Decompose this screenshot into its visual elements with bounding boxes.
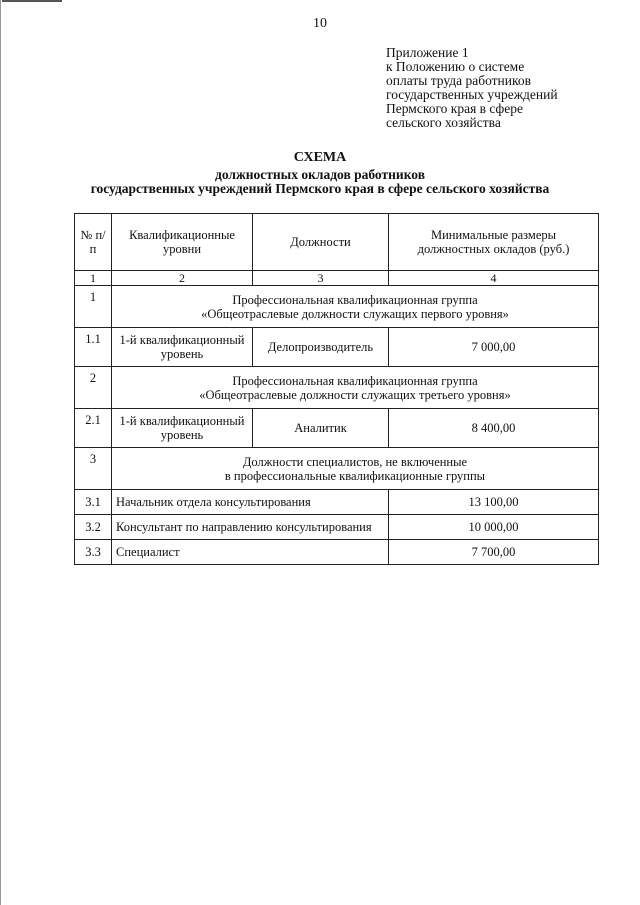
annex-line: Приложение 1 — [386, 45, 469, 60]
row-position: Аналитик — [253, 409, 389, 448]
column-number: 3 — [253, 271, 389, 286]
group-number: 1 — [75, 286, 112, 328]
group-title — [112, 286, 599, 328]
row-level: 1-й квалификационный уровень — [112, 409, 253, 448]
document-subtitle — [0, 168, 640, 196]
subtitle-line: государственных учреждений Пермского края в сфере сельского хозяйства — [90, 181, 550, 196]
group-title-line: Должности специалистов, не включенные — [242, 454, 468, 469]
row-position: Консультант по направлению консультирования — [112, 515, 389, 540]
group-number: 3 — [75, 448, 112, 490]
table-header-row — [75, 214, 599, 271]
row-position: Начальник отдела консультирования — [112, 490, 389, 515]
row-number: 3.1 — [75, 490, 112, 515]
group-row — [75, 367, 599, 409]
row-level: 1-й квалификационный уровень — [112, 328, 253, 367]
scan-margin-line — [0, 0, 1, 905]
subtitle-line: должностных окладов работников — [214, 167, 425, 182]
row-salary: 13 100,00 — [389, 490, 599, 515]
header-num: № п/п — [75, 214, 112, 271]
table-row — [75, 540, 599, 565]
header-salary: Минимальные размеры должностных окладов (руб.) — [389, 214, 599, 271]
column-number: 2 — [112, 271, 253, 286]
group-title — [112, 367, 599, 409]
header-position: Должности — [253, 214, 389, 271]
group-title-line: в профессиональные квалификационные группы — [224, 468, 486, 483]
row-number: 3.3 — [75, 540, 112, 565]
group-row — [75, 286, 599, 328]
row-number: 2.1 — [75, 409, 112, 448]
annex-line: к Положению о системе — [386, 59, 525, 74]
annex-line: сельского хозяйства — [386, 115, 501, 130]
annex-line: государственных учреждений — [386, 87, 558, 102]
row-salary: 10 000,00 — [389, 515, 599, 540]
row-salary: 7 000,00 — [389, 328, 599, 367]
annex-line: Пермского края в сфере — [386, 101, 524, 116]
group-number: 2 — [75, 367, 112, 409]
header-level: Квалификационные уровни — [112, 214, 253, 271]
row-position: Делопроизводитель — [253, 328, 389, 367]
scan-corner-mark — [2, 0, 62, 2]
table-row — [75, 409, 599, 448]
group-title-line: Профессиональная квалификационная группа — [232, 292, 478, 307]
row-salary: 8 400,00 — [389, 409, 599, 448]
group-title-line: «Общеотраслевые должности служащих первого уровня» — [201, 306, 509, 321]
row-salary: 7 700,00 — [389, 540, 599, 565]
salary-scheme-table — [74, 213, 599, 565]
row-number: 1.1 — [75, 328, 112, 367]
group-title-line: «Общеотраслевые должности служащих третьего уровня» — [199, 387, 511, 402]
group-title — [112, 448, 599, 490]
document-title: СХЕМА — [293, 150, 347, 165]
annex-line: оплаты труда работников — [386, 73, 531, 88]
column-number: 4 — [389, 271, 599, 286]
column-numbers-row — [75, 271, 599, 286]
group-title-line: Профессиональная квалификационная группа — [232, 373, 478, 388]
row-number: 3.2 — [75, 515, 112, 540]
table-row — [75, 515, 599, 540]
annex-note — [386, 46, 558, 130]
column-number: 1 — [75, 271, 112, 286]
group-row — [75, 448, 599, 490]
row-position: Специалист — [112, 540, 389, 565]
table-row — [75, 328, 599, 367]
table-row — [75, 490, 599, 515]
page-number: 10 — [313, 16, 327, 31]
